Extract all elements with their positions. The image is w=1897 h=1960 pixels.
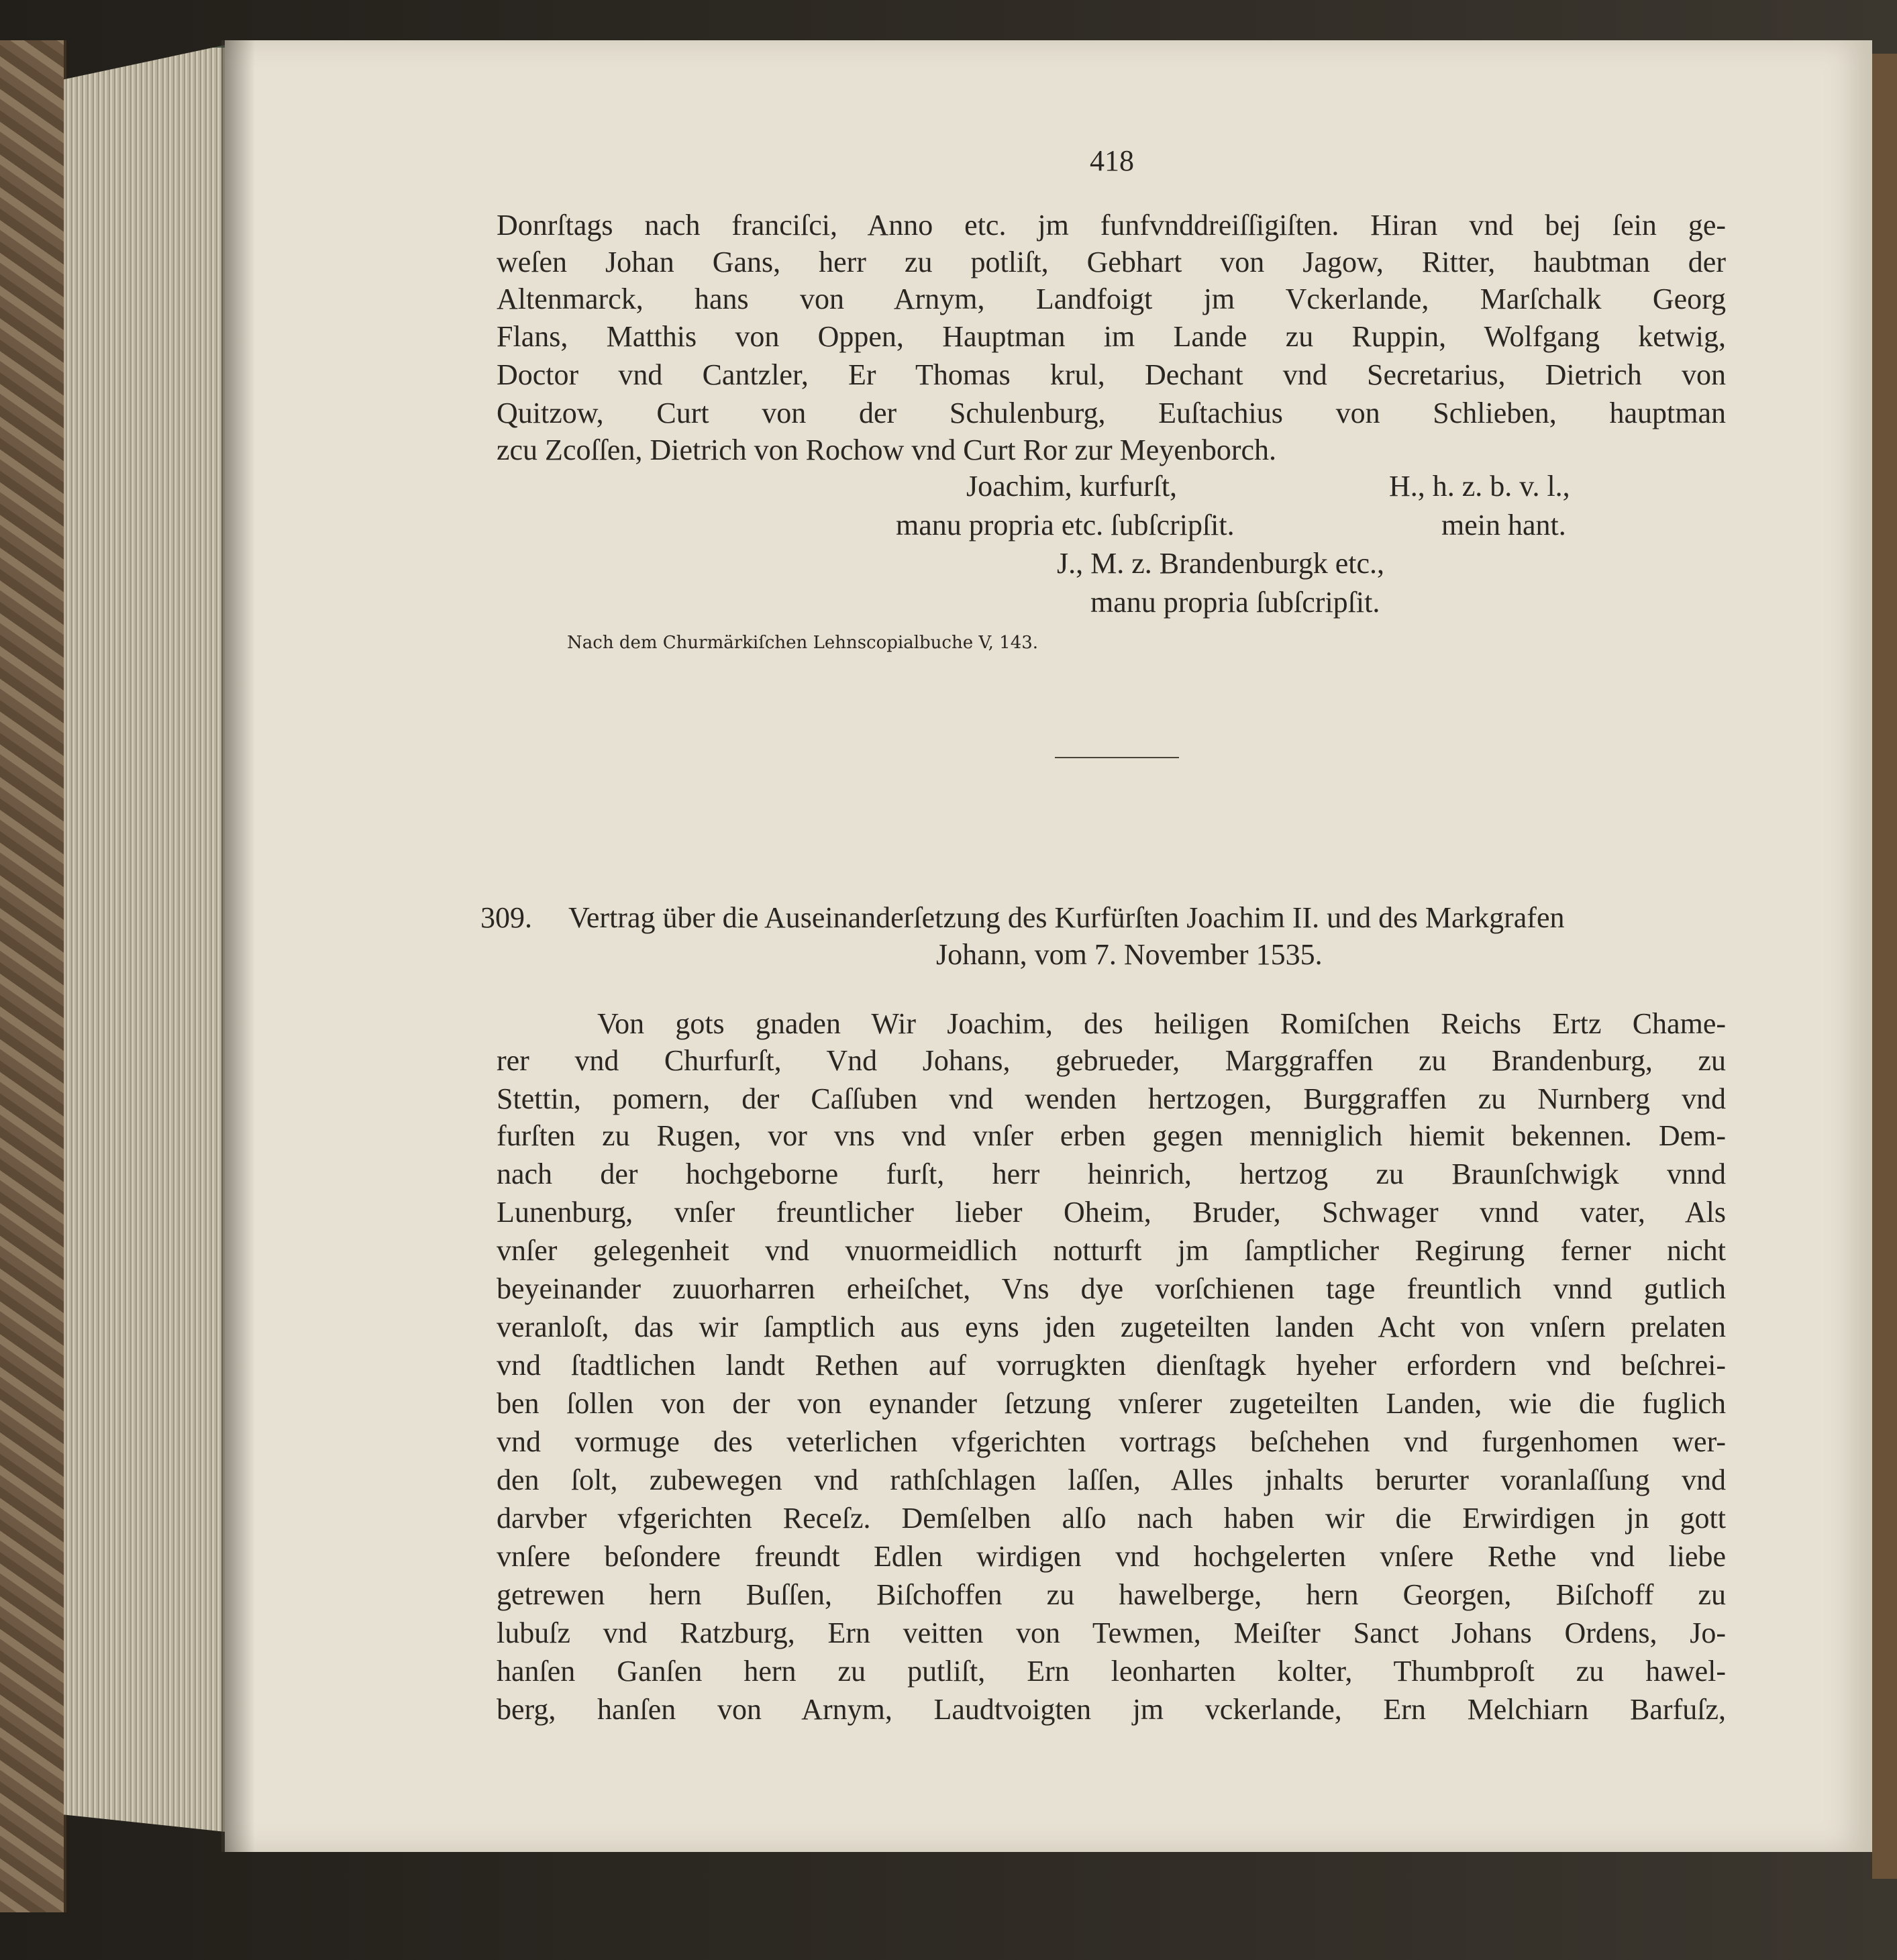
document-title: Vertrag über die Auseinanderſetzung des Kurfürſten Joachim II. und des Markgrafen [568,901,1565,934]
page-number: 418 [1090,144,1134,177]
book-cover-right [1872,54,1897,1879]
text-line: darvber vfgerichten Receſz. Demſelben alſo nach haben wir die Erwirdigen jn gott [497,1502,1726,1535]
text-line: Donrſtags nach franciſci, Anno etc. jm funfvnddreiſſigiſten. Hiran vnd bej ſein ge- [497,209,1726,242]
text-line: vnd ſtadtlichen landt Rethen auf vorrugkten dienſtagk hyeher erfordern vnd beſchrei- [497,1349,1726,1382]
text-line: nach der hochgeborne furſt, herr heinrich, hertzog zu Braunſchwigk vnnd [497,1157,1726,1190]
text-line: Flans, Matthis von Oppen, Hauptman im Lande zu Ruppin, Wolfgang ketwig, [497,320,1726,353]
text-line: Altenmarck, hans von Arnym, Landfoigt jm Vckerlande, Marſchalk Georg [497,282,1726,315]
text-line: Von gots gnaden Wir Joachim, des heiligen Romiſchen Reichs Ertz Chame- [597,1007,1726,1040]
text-line: zcu Zcoſſen, Dietrich von Rochow vnd Curt Ror zur Meyenborch. [497,433,1277,466]
text-line: hanſen Ganſen hern zu putliſt, Ern leonharten kolter, Thumbproſt zu hawel- [497,1655,1726,1688]
document-number: 309. [480,901,532,934]
text-line: rer vnd Churfurſt, Vnd Johans, gebrueder, Marggraffen zu Brandenburg, zu [497,1044,1726,1077]
section-divider [1055,757,1179,758]
text-line: ben ſollen von der von eynander ſetzung vnſerer zugeteilten Landen, wie die fuglich [497,1387,1726,1420]
text-line: getrewen hern Buſſen, Biſchoffen zu hawelberge, hern Georgen, Biſchoff zu [497,1578,1726,1611]
text-line: beyeinander zuuorharren erheiſchet, Vns dye vorſchienen tage freuntlich vnnd gutlich [497,1272,1726,1305]
source-note: Nach dem Churmärkiſchen Lehnscopialbuche V, 143. [567,633,1039,653]
text-line: furſten zu Rugen, vor vns vnd vnſer erben gegen menniglich hiemit bekennen. Dem- [497,1119,1726,1152]
book-cover-left [0,40,66,1912]
page-gutter-shadow [221,40,255,1852]
signature-subscript: mein hant. [1441,509,1566,541]
text-line: vnſer gelegenheit vnd vnuormeidlich notturft jm ſamptlicher Regirung ferner nicht [497,1234,1726,1267]
signature-name: J., M. z. Brandenburgk etc., [1057,547,1384,580]
text-line: veranloſt, das wir ſamptlich aus eyns jden zugeteilten landen Acht von vnſern prelaten [497,1310,1726,1343]
text-line: berg, hanſen von Arnym, Laudtvoigten jm vckerlande, Ern Melchiarn Barfuſz, [497,1693,1726,1726]
signature-name: H., h. z. b. v. l., [1389,470,1570,503]
document-title: Johann, vom 7. November 1535. [936,938,1323,971]
text-line: Stettin, pomern, der Caſſuben vnd wenden hertzogen, Burggraffen zu Nurnberg vnd [497,1082,1726,1115]
signature-subscript: manu propria etc. ſubſcripſit. [896,509,1235,541]
text-line: vnſere beſondere freundt Edlen wirdigen vnd hochgelerten vnſere Rethe vnd liebe [497,1540,1726,1573]
text-line: den ſolt, zubewegen vnd rathſchlagen laſſen, Alles jnhalts berurter voranlaſſung vnd [497,1463,1726,1496]
text-line: lubuſz vnd Ratzburg, Ern veitten von Tewmen, Meiſter Sanct Johans Ordens, Jo- [497,1616,1726,1649]
signature-subscript: manu propria ſubſcripſit. [1090,586,1380,619]
text-line: Doctor vnd Cantzler, Er Thomas krul, Dechant vnd Secretarius, Dietrich von [497,358,1726,391]
signature-name: Joachim, kurfurſt, [966,470,1178,503]
text-line: Lunenburg, vnſer freuntlicher lieber Oheim, Bruder, Schwager vnnd vater, Als [497,1196,1726,1229]
page-edges-stack [64,44,232,1833]
text-line: Quitzow, Curt von der Schulenburg, Euſtachius von Schlieben, hauptman [497,397,1726,429]
text-line: vnd vormuge des veterlichen vfgerichten vortrags beſchehen vnd furgenhomen wer- [497,1425,1726,1458]
text-line: weſen Johan Gans, herr zu potliſt, Gebhart von Jagow, Ritter, haubtman der [497,246,1726,278]
